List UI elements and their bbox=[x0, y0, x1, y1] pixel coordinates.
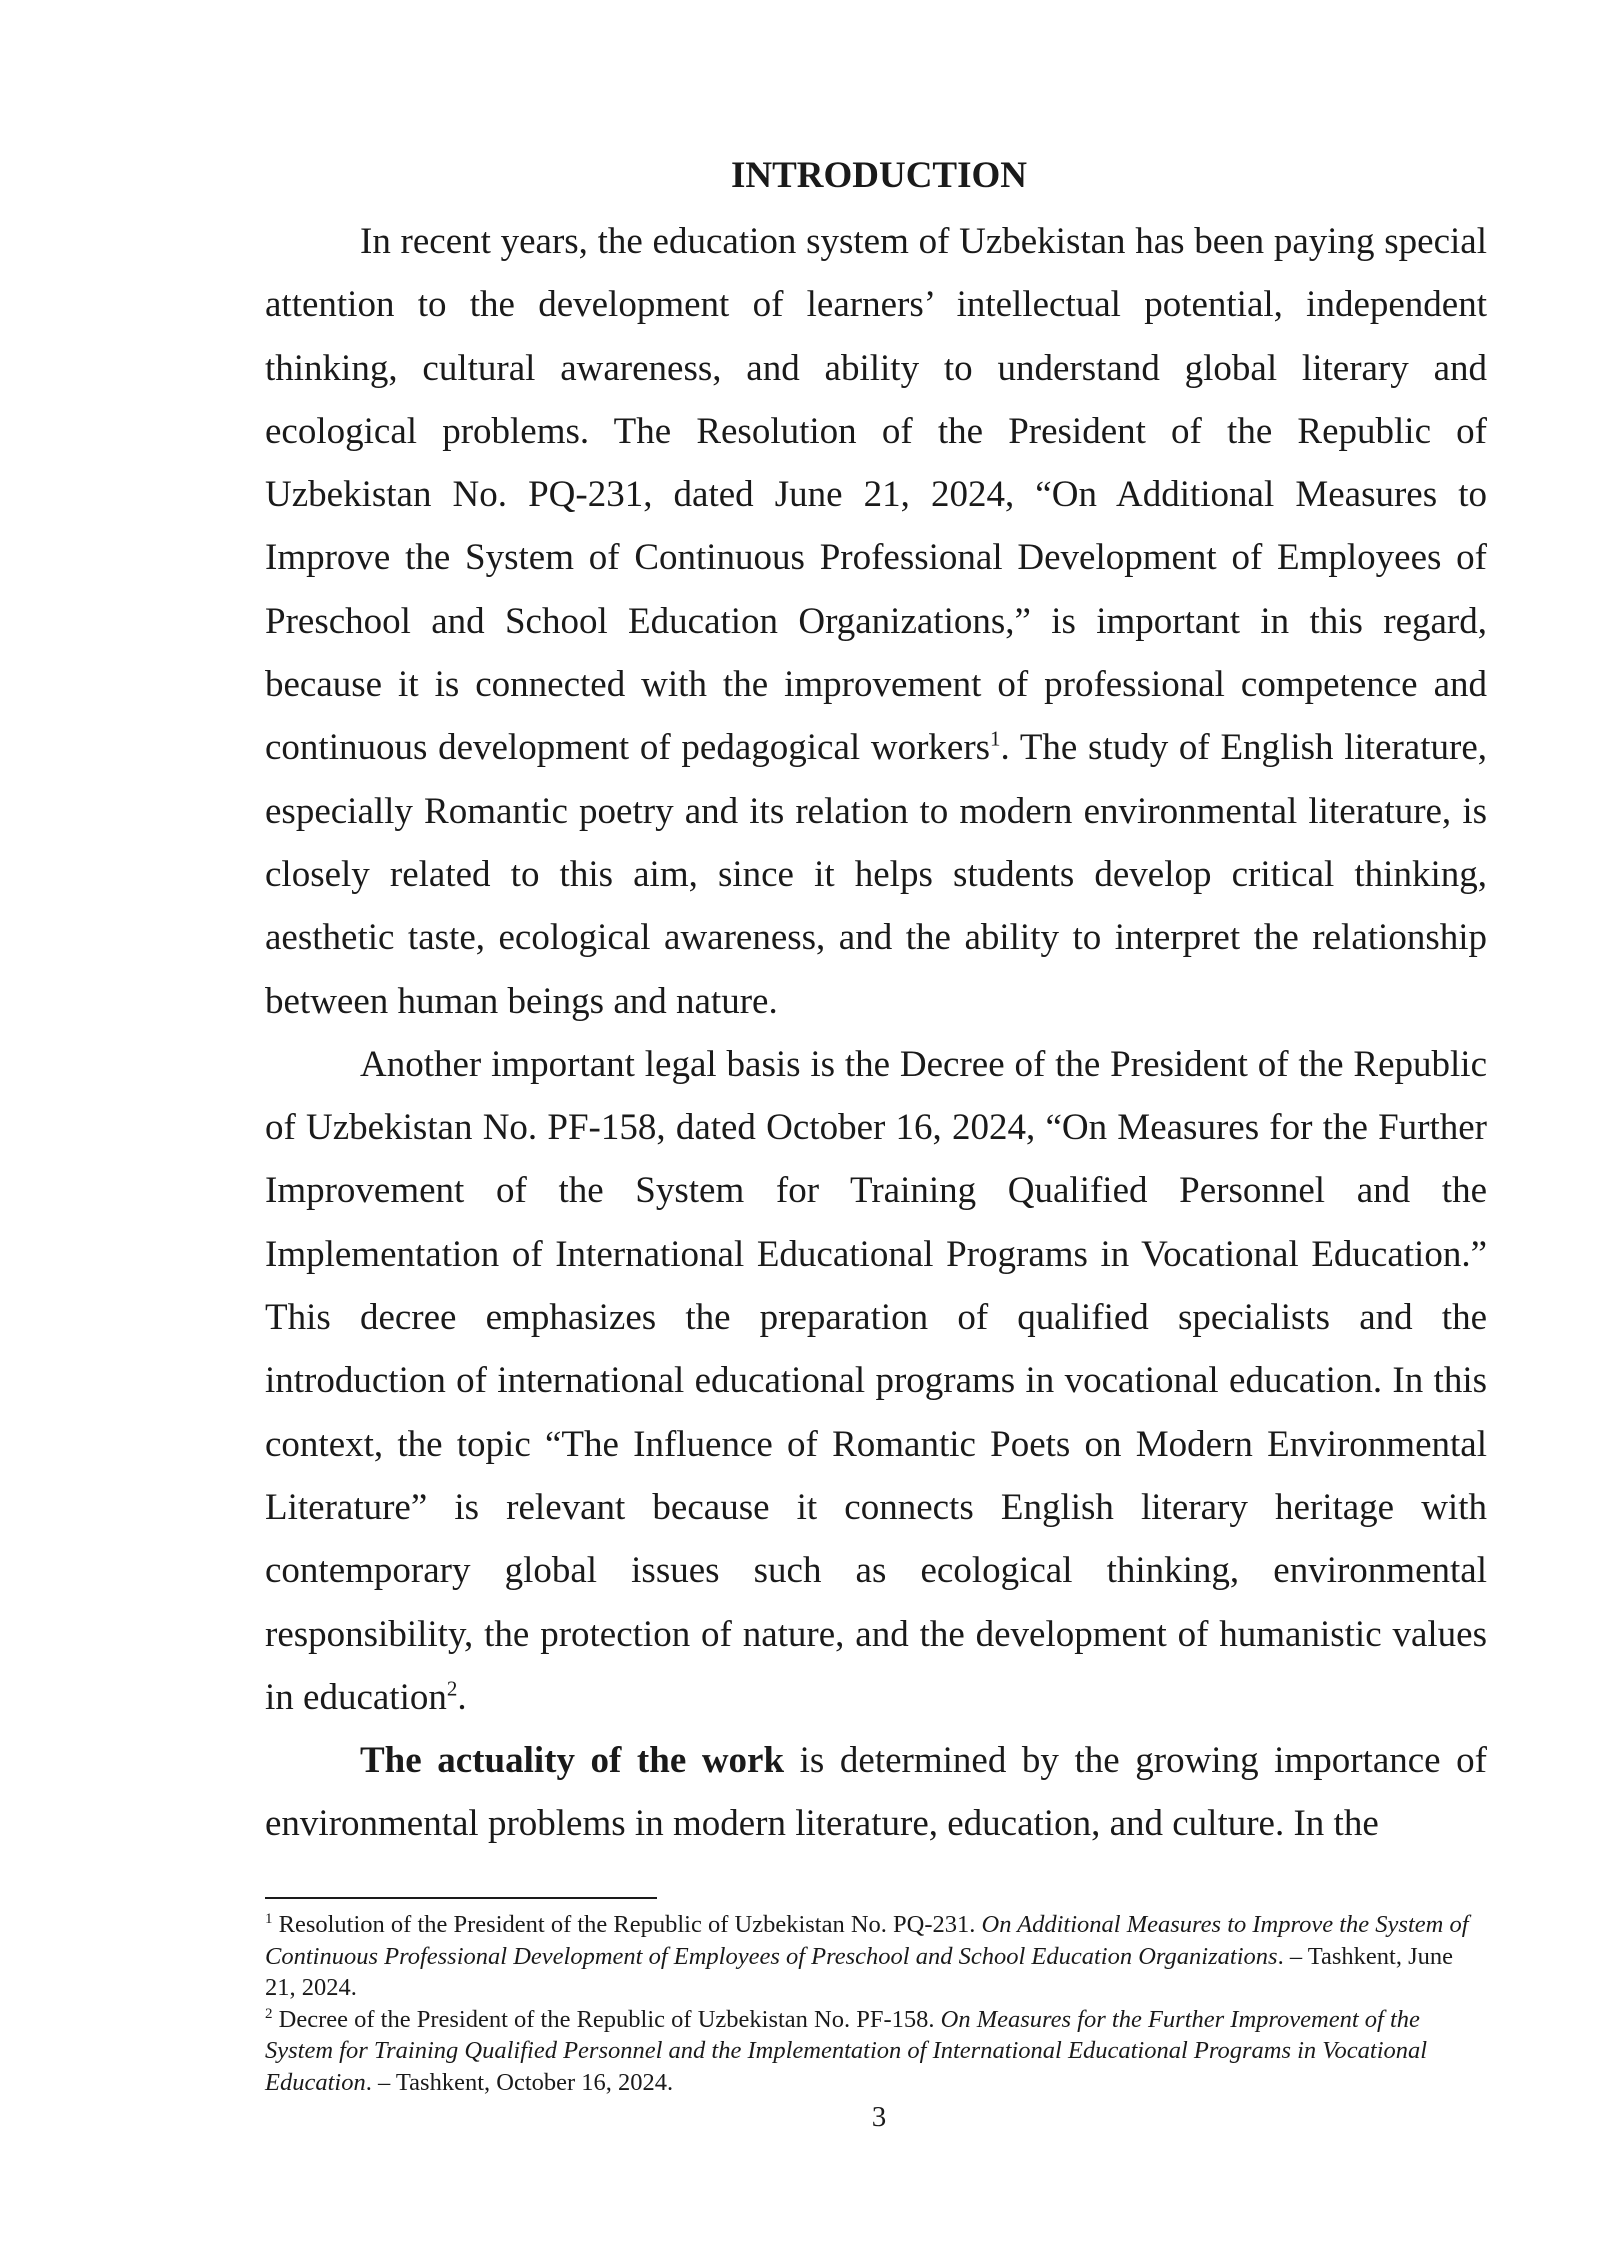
paragraph-3 bbox=[265, 1729, 1487, 1856]
footnote-ref-2: 2 bbox=[446, 1676, 458, 1701]
footnote-1 bbox=[265, 1909, 1487, 2004]
body-text bbox=[265, 210, 1487, 1856]
paragraph-1 bbox=[265, 210, 1487, 1033]
footnote-1-number: 1 bbox=[265, 1910, 273, 1927]
section-title: INTRODUCTION bbox=[730, 155, 1028, 196]
footnotes bbox=[265, 1909, 1487, 2098]
footnote-ref-1: 1 bbox=[990, 727, 1001, 752]
footnote-2 bbox=[265, 2004, 1487, 2099]
paragraph-3-lead: The actuality of the work bbox=[360, 1740, 785, 1782]
paragraph-1-text-b: . The study of English literature, especially Romantic poetry and its relation to modern environmental literature, is closely related to this aim, since it helps students develop critical thinking, aesthetic taste, ecological awareness, and the ability to interpret the relationship between human beings and nature. bbox=[265, 727, 1487, 1022]
footnote-1-text: Resolution of the President of the Republic of Uzbekistan No. PQ-231. bbox=[272, 1911, 982, 1938]
footnote-1-place-date: . – Tashkent, June 21, 2024. bbox=[265, 1942, 1453, 2001]
footnote-2-text: Decree of the President of the Republic of Uzbekistan No. PF-158. bbox=[272, 2005, 941, 2033]
footnote-2-title: On Measures for the Further Improvement of the System for Training Qualified Personnel and the Implementation of International Educational Programs in Vocational Education bbox=[265, 2005, 1428, 2096]
footnote-separator bbox=[265, 1897, 657, 1899]
paragraph-2-text-a: Another important legal basis is the Decree of the President of the Republic of Uzbekistan No. PF-158, dated October 16, 2024, “On Measures for the Further Improvement of the System for Training Qualified Personnel and the Implementation of International Educational Programs in Vocational Education.” This decree emphasizes the preparation of qualified specialists and the introduction of international educational programs in vocational education. In this context, the topic “The Influence of Romantic Poets on Modern Environmental Literature” is relevant because it connects English literary heritage with contemporary global issues such as ecological thinking, environmental responsibility, the protection of nature, and the development of humanistic values in education bbox=[265, 1043, 1487, 1718]
paragraph-2-text-b: . bbox=[457, 1676, 467, 1718]
footnote-1-title: On Additional Measures to Improve the System of Continuous Professional Development of Employees of Preschool and School Education Organizations bbox=[265, 1911, 1469, 1970]
page-number: 3 bbox=[871, 2101, 887, 2133]
footnote-2-number: 2 bbox=[265, 2005, 273, 2022]
paragraph-3-text-a: is determined by the growing importance of environmental problems in modern literature, education, and culture. In the bbox=[265, 1740, 1487, 1845]
paragraph-1-text-a: In recent years, the education system of Uzbekistan has been paying special attention to the development of learners’ intellectual potential, independent thinking, cultural awareness, and ability to understand global literary and ecological problems. The Resolution of the President of the Republic of Uzbekistan No. PQ-231, dated June 21, 2024, “On Additional Measures to Improve the System of Continuous Professional Development of Employees of Preschool and School Education Organizations,” is important in this regard, because it is connected with the improvement of professional competence and continuous development of pedagogical workers bbox=[265, 221, 1487, 769]
paragraph-2 bbox=[265, 1033, 1487, 1729]
footnote-2-place-date: . – Tashkent, October 16, 2024. bbox=[365, 2068, 674, 2096]
